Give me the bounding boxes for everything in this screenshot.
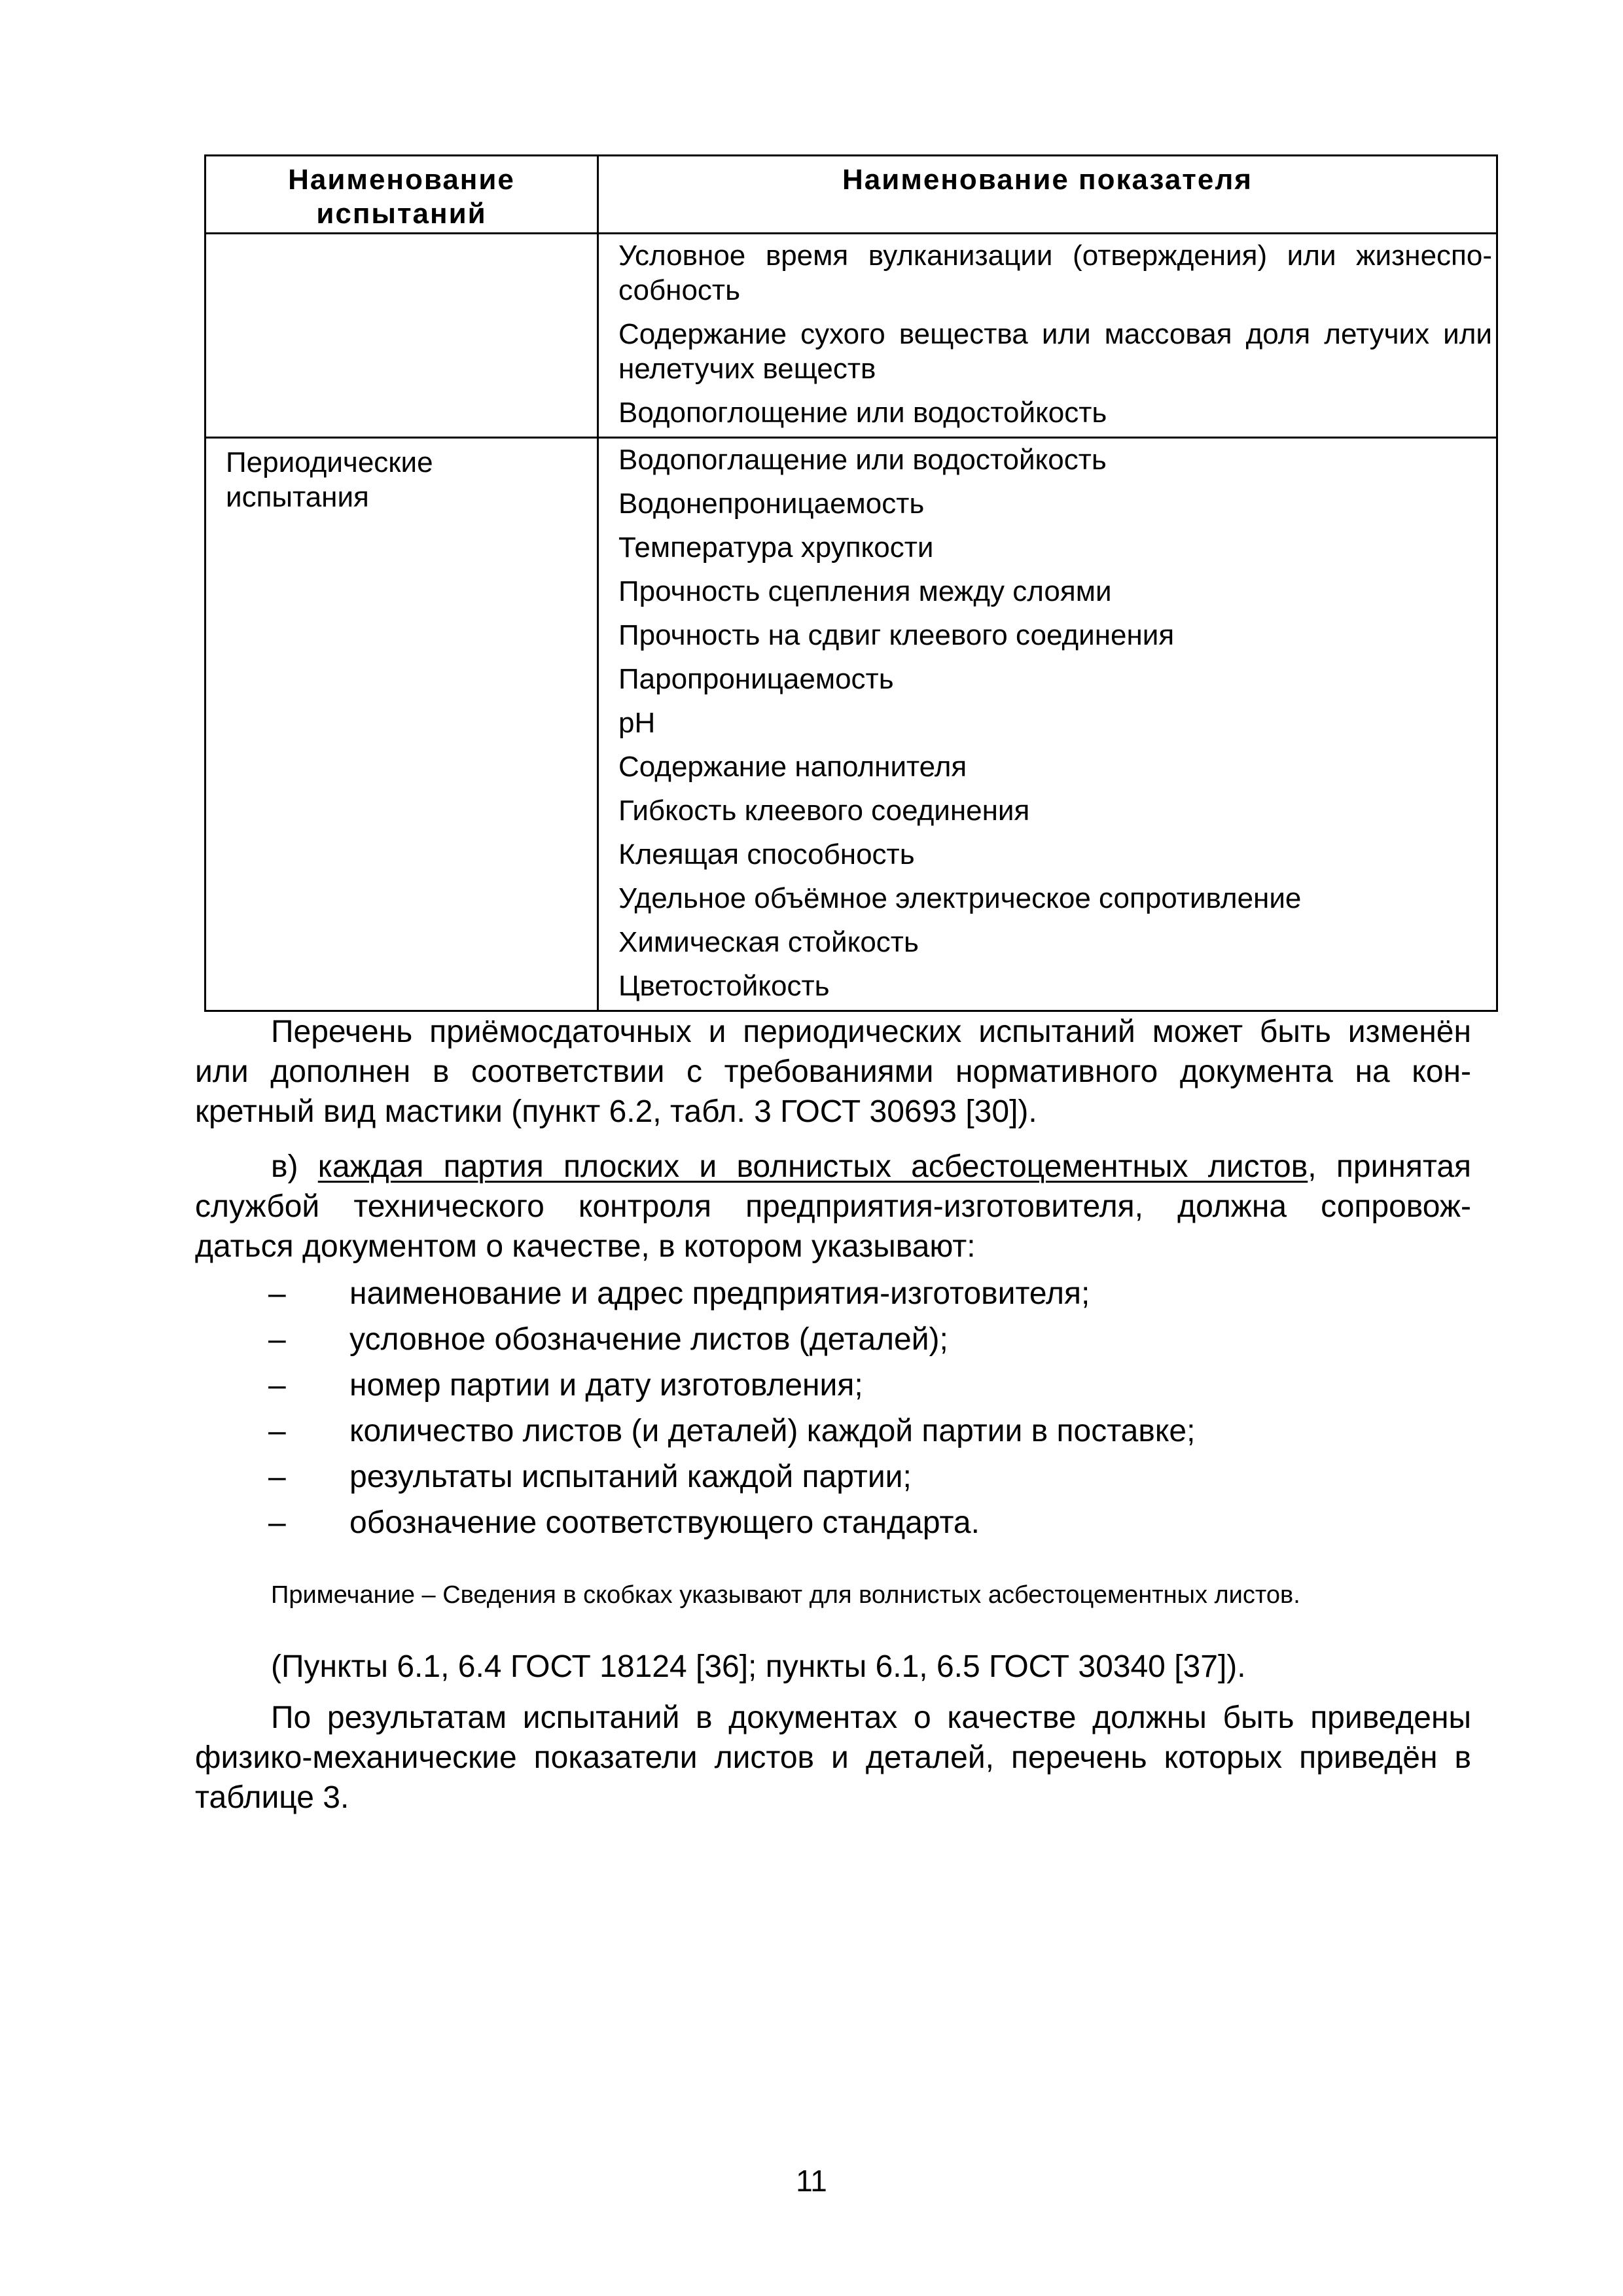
quality-document-items [268,1274,1446,1549]
table-row-periodic [205,438,1497,1011]
tests-table [204,154,1498,1012]
underlined-phrase: каждая партия плоских и волнистых асбестоцементных листов [317,1149,1308,1184]
table-cell-param: Содержание наполнителя [618,751,967,783]
table-cell-param: Содержание сухого вещества или массовая доля летучих или нелетучих веществ [618,318,1492,385]
table-cell-param: Водопоглащение или водостойкость [618,444,1107,476]
table-cell-param: Условное время вулканизации (отверждения) или жизнеспо- собность [618,240,1492,306]
table-row-acceptance [205,234,1497,438]
table-cell-param: Гибкость клеевого соединения [618,795,1030,827]
list-item: – наименование и адрес предприятия-изготовителя; [268,1276,1090,1311]
table-cell-param: Паропроницаемость [618,663,894,695]
list-item: – результаты испытаний каждой партии; [268,1460,912,1494]
acceptance-parameters [598,234,1497,438]
paragraph-test-results: По результатам испытаний в документах о качестве должны быть приведены физико-механические показатели листов и деталей, перечень которых приведён в таблице 3. [195,1700,1471,1815]
table-cell-param: Удельное объёмное электрическое сопротивление [618,882,1302,914]
header-parameter-name: Наименование показателя [598,156,1497,234]
table-cell-param: Прочность на сдвиг клеевого соединения [618,619,1175,651]
paragraph-references: (Пункты 6.1, 6.4 ГОСТ 18124 [36]; пункты 6.1, 6.5 ГОСТ 30340 [37]). [271,1649,1246,1684]
table-cell-param: Прочность сцепления между слоями [618,575,1112,607]
periodic-test-label: Периодические испытания [205,438,598,1011]
table-header-row [205,156,1497,234]
table-cell-param: pH [618,707,656,739]
table-cell-param: Цветостойкость [618,970,830,1002]
table-cell-param: Клеящая способность [618,838,915,870]
table-cell-param: Температура хрупкости [618,531,934,564]
acceptance-test-label [205,234,598,438]
list-item: – номер партии и дату изготовления; [268,1368,863,1403]
list-item: – обозначение соответствующего стандарта. [268,1505,980,1540]
list-item: – условное обозначение листов (деталей); [268,1322,948,1357]
paragraph-quality-document: в) каждая партия плоских и волнистых асбестоцементных листов, принятая службой технического контроля предприятия-изготовителя, должна сопровож- даться документом о качестве, в котором указывают: [195,1149,1472,1264]
paragraph-test-list-change: Перечень приёмосдаточных и периодических испытаний может быть изменён или дополнен в соответствии с требованиями нормативного документа на кон- кретный вид мастики (пункт 6.2, табл. 3 ГОСТ 30693 [30]). [195,1014,1471,1129]
note-text: Примечание – Сведения в скобках указывают для волнистых асбестоцементных листов. [271,1581,1300,1609]
periodic-parameters [598,438,1497,1011]
page-number: 11 [796,2164,827,2198]
list-item: – количество листов (и деталей) каждой партии в поставке; [268,1414,1196,1448]
header-test-name: Наименование испытаний [205,156,598,234]
table-cell-param: Водонепроницаемость [618,488,925,520]
table-cell-param: Химическая стойкость [618,926,919,958]
table-cell-param: Водопоглощение или водостойкость [618,397,1107,429]
